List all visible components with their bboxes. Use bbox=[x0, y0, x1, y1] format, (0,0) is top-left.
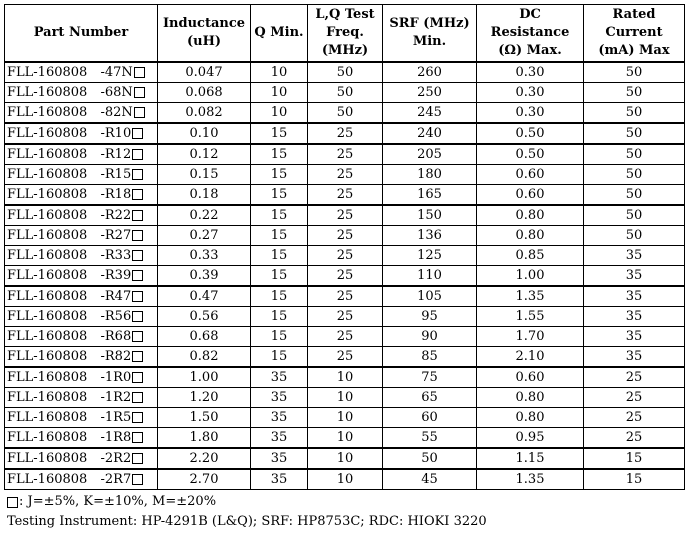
part-code bbox=[101, 206, 144, 225]
tolerance-box-icon bbox=[132, 291, 143, 302]
dc-resistance-cell: 0.30 bbox=[477, 62, 584, 83]
header-row bbox=[5, 5, 685, 62]
tolerance-box-icon bbox=[134, 67, 145, 78]
part-code-cell bbox=[101, 427, 158, 448]
part-code bbox=[101, 470, 144, 489]
tolerance-box-icon bbox=[132, 392, 143, 403]
tolerance-box-icon bbox=[132, 453, 143, 464]
part-series-cell: FLL-160808 bbox=[5, 62, 101, 83]
part-code-text: -82N bbox=[100, 104, 133, 120]
q-min-cell: 15 bbox=[251, 164, 308, 184]
part-code-cell bbox=[101, 448, 158, 469]
part-code-cell bbox=[101, 346, 158, 367]
part-series-cell: FLL-160808 bbox=[5, 387, 101, 407]
part-series-cell: FLL-160808 bbox=[5, 102, 101, 123]
dc-resistance-cell: 1.55 bbox=[477, 306, 584, 326]
part-code bbox=[101, 388, 144, 407]
rated-current-cell: 50 bbox=[584, 225, 685, 245]
inductance-cell: 0.15 bbox=[158, 164, 251, 184]
part-code bbox=[101, 327, 144, 346]
part-series-cell: FLL-160808 bbox=[5, 367, 101, 388]
dc-resistance-cell: 1.15 bbox=[477, 448, 584, 469]
header-q-min: Q Min. bbox=[251, 5, 308, 62]
test-freq-cell: 10 bbox=[308, 367, 383, 388]
table-row bbox=[5, 205, 685, 226]
inductance-cell: 1.80 bbox=[158, 427, 251, 448]
dc-resistance-cell: 0.30 bbox=[477, 102, 584, 123]
dc-resistance-cell: 1.00 bbox=[477, 265, 584, 286]
part-code-text: -R18 bbox=[100, 186, 132, 202]
tolerance-box-icon bbox=[132, 210, 143, 221]
inductance-cell: 0.082 bbox=[158, 102, 251, 123]
test-freq-cell: 25 bbox=[308, 184, 383, 205]
spec-table bbox=[4, 4, 685, 490]
q-min-cell: 15 bbox=[251, 326, 308, 346]
rated-current-cell: 35 bbox=[584, 265, 685, 286]
part-code-text: -R22 bbox=[100, 207, 132, 223]
q-min-cell: 35 bbox=[251, 407, 308, 427]
q-min-cell: 15 bbox=[251, 184, 308, 205]
part-code bbox=[101, 307, 144, 326]
rated-current-cell: 25 bbox=[584, 407, 685, 427]
instrument-note: Testing Instrument: HP-4291B (L&Q); SRF: HP8753C; RDC: HIOKI 3220 bbox=[7, 514, 487, 529]
test-freq-cell: 10 bbox=[308, 427, 383, 448]
srf-cell: 90 bbox=[383, 326, 477, 346]
rated-current-cell: 15 bbox=[584, 469, 685, 490]
part-code bbox=[101, 266, 144, 285]
test-freq-cell: 50 bbox=[308, 62, 383, 83]
header-test-freq: L,Q Test Freq. (MHz) bbox=[308, 5, 383, 62]
tolerance-box-icon bbox=[132, 250, 143, 261]
inductance-cell: 0.82 bbox=[158, 346, 251, 367]
part-series-cell: FLL-160808 bbox=[5, 225, 101, 245]
srf-cell: 205 bbox=[383, 144, 477, 165]
part-code-text: -2R2 bbox=[100, 450, 132, 466]
table-row bbox=[5, 184, 685, 205]
inductance-cell: 0.47 bbox=[158, 286, 251, 307]
srf-cell: 95 bbox=[383, 306, 477, 326]
table-row bbox=[5, 102, 685, 123]
rated-current-cell: 25 bbox=[584, 387, 685, 407]
part-code-cell bbox=[101, 205, 158, 226]
dc-resistance-cell: 1.35 bbox=[477, 286, 584, 307]
test-freq-cell: 25 bbox=[308, 306, 383, 326]
part-code-text: -R68 bbox=[100, 328, 132, 344]
tolerance-note-text: : J=±5%, K=±10%, M=±20% bbox=[19, 494, 217, 509]
srf-cell: 45 bbox=[383, 469, 477, 490]
rated-current-cell: 35 bbox=[584, 346, 685, 367]
rated-current-cell: 25 bbox=[584, 427, 685, 448]
part-series-cell: FLL-160808 bbox=[5, 123, 101, 144]
part-code-cell bbox=[101, 387, 158, 407]
part-series-cell: FLL-160808 bbox=[5, 164, 101, 184]
rated-current-cell: 25 bbox=[584, 367, 685, 388]
part-code-cell bbox=[101, 82, 158, 102]
rated-current-cell: 50 bbox=[584, 62, 685, 83]
inductance-cell: 1.00 bbox=[158, 367, 251, 388]
part-series-cell: FLL-160808 bbox=[5, 144, 101, 165]
inductance-cell: 0.27 bbox=[158, 225, 251, 245]
inductance-cell: 0.047 bbox=[158, 62, 251, 83]
srf-cell: 245 bbox=[383, 102, 477, 123]
rated-current-cell: 35 bbox=[584, 326, 685, 346]
dc-resistance-cell: 0.95 bbox=[477, 427, 584, 448]
header-srf: SRF (MHz) Min. bbox=[383, 5, 477, 62]
inductance-cell: 1.20 bbox=[158, 387, 251, 407]
tolerance-note bbox=[7, 492, 487, 512]
tolerance-box-icon bbox=[132, 311, 143, 322]
q-min-cell: 35 bbox=[251, 427, 308, 448]
srf-cell: 60 bbox=[383, 407, 477, 427]
dc-resistance-cell: 0.85 bbox=[477, 245, 584, 265]
srf-cell: 110 bbox=[383, 265, 477, 286]
table-row bbox=[5, 469, 685, 490]
q-min-cell: 15 bbox=[251, 144, 308, 165]
rated-current-cell: 50 bbox=[584, 82, 685, 102]
q-min-cell: 15 bbox=[251, 346, 308, 367]
part-series-cell: FLL-160808 bbox=[5, 448, 101, 469]
rated-current-cell: 50 bbox=[584, 144, 685, 165]
q-min-cell: 35 bbox=[251, 387, 308, 407]
q-min-cell: 15 bbox=[251, 205, 308, 226]
srf-cell: 250 bbox=[383, 82, 477, 102]
inductance-cell: 0.68 bbox=[158, 326, 251, 346]
q-min-cell: 15 bbox=[251, 306, 308, 326]
table-row bbox=[5, 448, 685, 469]
dc-resistance-cell: 0.60 bbox=[477, 164, 584, 184]
table-row bbox=[5, 265, 685, 286]
test-freq-cell: 25 bbox=[308, 326, 383, 346]
part-code bbox=[101, 246, 144, 265]
inductance-cell: 0.56 bbox=[158, 306, 251, 326]
inductance-cell: 0.18 bbox=[158, 184, 251, 205]
table-row bbox=[5, 82, 685, 102]
part-code-text: -R10 bbox=[100, 125, 132, 141]
table-row bbox=[5, 225, 685, 245]
tolerance-box-icon bbox=[132, 169, 143, 180]
part-series-cell: FLL-160808 bbox=[5, 184, 101, 205]
table-row bbox=[5, 387, 685, 407]
test-freq-cell: 25 bbox=[308, 286, 383, 307]
table-row bbox=[5, 407, 685, 427]
part-code-cell bbox=[101, 123, 158, 144]
test-freq-cell: 25 bbox=[308, 123, 383, 144]
part-code-text: -47N bbox=[100, 64, 133, 80]
part-code-text: -R12 bbox=[100, 146, 132, 162]
part-series-cell: FLL-160808 bbox=[5, 82, 101, 102]
tolerance-box-icon bbox=[132, 128, 143, 139]
dc-resistance-cell: 0.80 bbox=[477, 387, 584, 407]
part-series-cell: FLL-160808 bbox=[5, 407, 101, 427]
srf-cell: 150 bbox=[383, 205, 477, 226]
part-series-cell: FLL-160808 bbox=[5, 205, 101, 226]
part-code-cell bbox=[101, 245, 158, 265]
part-code bbox=[101, 103, 145, 122]
tolerance-box-icon bbox=[132, 230, 143, 241]
part-code-text: -R39 bbox=[100, 267, 132, 283]
q-min-cell: 10 bbox=[251, 82, 308, 102]
table-row bbox=[5, 245, 685, 265]
part-series-cell: FLL-160808 bbox=[5, 326, 101, 346]
test-freq-cell: 25 bbox=[308, 225, 383, 245]
table-row bbox=[5, 367, 685, 388]
part-code-text: -1R0 bbox=[100, 369, 132, 385]
part-series-cell: FLL-160808 bbox=[5, 306, 101, 326]
test-freq-cell: 25 bbox=[308, 164, 383, 184]
inductance-cell: 0.12 bbox=[158, 144, 251, 165]
rated-current-cell: 50 bbox=[584, 205, 685, 226]
rated-current-cell: 50 bbox=[584, 102, 685, 123]
test-freq-cell: 25 bbox=[308, 346, 383, 367]
part-code-text: -68N bbox=[100, 84, 133, 100]
inductance-cell: 1.50 bbox=[158, 407, 251, 427]
table-row bbox=[5, 427, 685, 448]
rated-current-cell: 50 bbox=[584, 123, 685, 144]
part-code-cell bbox=[101, 306, 158, 326]
part-series-cell: FLL-160808 bbox=[5, 265, 101, 286]
srf-cell: 240 bbox=[383, 123, 477, 144]
dc-resistance-cell: 0.80 bbox=[477, 407, 584, 427]
q-min-cell: 35 bbox=[251, 448, 308, 469]
part-code-text: -1R5 bbox=[100, 409, 132, 425]
rated-current-cell: 35 bbox=[584, 306, 685, 326]
srf-cell: 75 bbox=[383, 367, 477, 388]
q-min-cell: 15 bbox=[251, 225, 308, 245]
tolerance-box-icon bbox=[134, 107, 145, 118]
part-code-cell bbox=[101, 164, 158, 184]
q-min-cell: 10 bbox=[251, 102, 308, 123]
test-freq-cell: 10 bbox=[308, 469, 383, 490]
part-code-text: -R47 bbox=[100, 288, 132, 304]
table-body bbox=[5, 62, 685, 490]
q-min-cell: 15 bbox=[251, 123, 308, 144]
srf-cell: 180 bbox=[383, 164, 477, 184]
q-min-cell: 15 bbox=[251, 245, 308, 265]
part-code bbox=[101, 449, 144, 468]
q-min-cell: 35 bbox=[251, 367, 308, 388]
part-code bbox=[101, 287, 144, 306]
rated-current-cell: 50 bbox=[584, 184, 685, 205]
part-code-text: -R15 bbox=[100, 166, 132, 182]
inductance-cell: 0.068 bbox=[158, 82, 251, 102]
part-code bbox=[101, 368, 144, 387]
table-row bbox=[5, 306, 685, 326]
tolerance-box-icon bbox=[134, 87, 145, 98]
part-series-cell: FLL-160808 bbox=[5, 286, 101, 307]
q-min-cell: 15 bbox=[251, 286, 308, 307]
table-row bbox=[5, 286, 685, 307]
inductance-cell: 0.33 bbox=[158, 245, 251, 265]
part-code-cell bbox=[101, 102, 158, 123]
part-code bbox=[101, 165, 144, 184]
part-code-text: -1R8 bbox=[100, 429, 132, 445]
footnotes bbox=[7, 492, 487, 532]
dc-resistance-cell: 0.60 bbox=[477, 184, 584, 205]
q-min-cell: 35 bbox=[251, 469, 308, 490]
part-code bbox=[101, 83, 145, 102]
part-series-cell: FLL-160808 bbox=[5, 469, 101, 490]
tolerance-box-icon bbox=[132, 412, 143, 423]
header-inductance: Inductance (uH) bbox=[158, 5, 251, 62]
dc-resistance-cell: 0.30 bbox=[477, 82, 584, 102]
tolerance-box-icon bbox=[132, 149, 143, 160]
part-series-cell: FLL-160808 bbox=[5, 427, 101, 448]
header-rated-current: Rated Current (mA) Max bbox=[584, 5, 685, 62]
test-freq-cell: 25 bbox=[308, 265, 383, 286]
part-code-cell bbox=[101, 225, 158, 245]
srf-cell: 65 bbox=[383, 387, 477, 407]
table-row bbox=[5, 123, 685, 144]
part-code-cell bbox=[101, 407, 158, 427]
srf-cell: 165 bbox=[383, 184, 477, 205]
tolerance-box-icon bbox=[132, 372, 143, 383]
part-code-text: -R33 bbox=[100, 247, 132, 263]
part-code-cell bbox=[101, 144, 158, 165]
dc-resistance-cell: 0.50 bbox=[477, 123, 584, 144]
dc-resistance-cell: 1.70 bbox=[477, 326, 584, 346]
part-code bbox=[101, 185, 144, 204]
srf-cell: 55 bbox=[383, 427, 477, 448]
srf-cell: 85 bbox=[383, 346, 477, 367]
rated-current-cell: 50 bbox=[584, 164, 685, 184]
header-part-number: Part Number bbox=[5, 5, 158, 62]
inductance-cell: 2.70 bbox=[158, 469, 251, 490]
test-freq-cell: 50 bbox=[308, 102, 383, 123]
tolerance-box-icon bbox=[132, 331, 143, 342]
table-row bbox=[5, 62, 685, 83]
rated-current-cell: 15 bbox=[584, 448, 685, 469]
part-code bbox=[101, 145, 144, 164]
srf-cell: 105 bbox=[383, 286, 477, 307]
part-code-text: -R56 bbox=[100, 308, 132, 324]
tolerance-box-icon bbox=[7, 497, 18, 508]
rated-current-cell: 35 bbox=[584, 245, 685, 265]
part-code-cell bbox=[101, 184, 158, 205]
part-code bbox=[101, 226, 144, 245]
test-freq-cell: 25 bbox=[308, 144, 383, 165]
test-freq-cell: 25 bbox=[308, 245, 383, 265]
table-row bbox=[5, 144, 685, 165]
table-row bbox=[5, 164, 685, 184]
part-code bbox=[101, 347, 144, 366]
part-code-cell bbox=[101, 286, 158, 307]
srf-cell: 50 bbox=[383, 448, 477, 469]
tolerance-box-icon bbox=[132, 351, 143, 362]
table-row bbox=[5, 346, 685, 367]
tolerance-box-icon bbox=[132, 189, 143, 200]
part-code bbox=[101, 428, 144, 447]
part-code-text: -R27 bbox=[100, 227, 132, 243]
test-freq-cell: 10 bbox=[308, 387, 383, 407]
part-code-cell bbox=[101, 62, 158, 83]
part-series-cell: FLL-160808 bbox=[5, 346, 101, 367]
test-freq-cell: 10 bbox=[308, 448, 383, 469]
srf-cell: 260 bbox=[383, 62, 477, 83]
inductance-cell: 0.22 bbox=[158, 205, 251, 226]
part-code-cell bbox=[101, 469, 158, 490]
part-code bbox=[101, 124, 144, 143]
part-code bbox=[101, 63, 145, 82]
header-dc-resistance: DC Resistance (Ω) Max. bbox=[477, 5, 584, 62]
part-code-text: -2R7 bbox=[100, 471, 132, 487]
test-freq-cell: 10 bbox=[308, 407, 383, 427]
tolerance-box-icon bbox=[132, 432, 143, 443]
part-code-cell bbox=[101, 265, 158, 286]
part-series-cell: FLL-160808 bbox=[5, 245, 101, 265]
part-code-text: -1R2 bbox=[100, 389, 132, 405]
rated-current-cell: 35 bbox=[584, 286, 685, 307]
table-row bbox=[5, 326, 685, 346]
tolerance-box-icon bbox=[132, 270, 143, 281]
test-freq-cell: 25 bbox=[308, 205, 383, 226]
q-min-cell: 15 bbox=[251, 265, 308, 286]
dc-resistance-cell: 0.80 bbox=[477, 205, 584, 226]
srf-cell: 136 bbox=[383, 225, 477, 245]
test-freq-cell: 50 bbox=[308, 82, 383, 102]
dc-resistance-cell: 0.50 bbox=[477, 144, 584, 165]
inductance-cell: 2.20 bbox=[158, 448, 251, 469]
q-min-cell: 10 bbox=[251, 62, 308, 83]
tolerance-box-icon bbox=[132, 474, 143, 485]
dc-resistance-cell: 2.10 bbox=[477, 346, 584, 367]
srf-cell: 125 bbox=[383, 245, 477, 265]
part-code-text: -R82 bbox=[100, 348, 132, 364]
part-code bbox=[101, 408, 144, 427]
dc-resistance-cell: 0.80 bbox=[477, 225, 584, 245]
part-code-cell bbox=[101, 326, 158, 346]
dc-resistance-cell: 1.35 bbox=[477, 469, 584, 490]
dc-resistance-cell: 0.60 bbox=[477, 367, 584, 388]
part-code-cell bbox=[101, 367, 158, 388]
inductance-cell: 0.10 bbox=[158, 123, 251, 144]
inductance-cell: 0.39 bbox=[158, 265, 251, 286]
